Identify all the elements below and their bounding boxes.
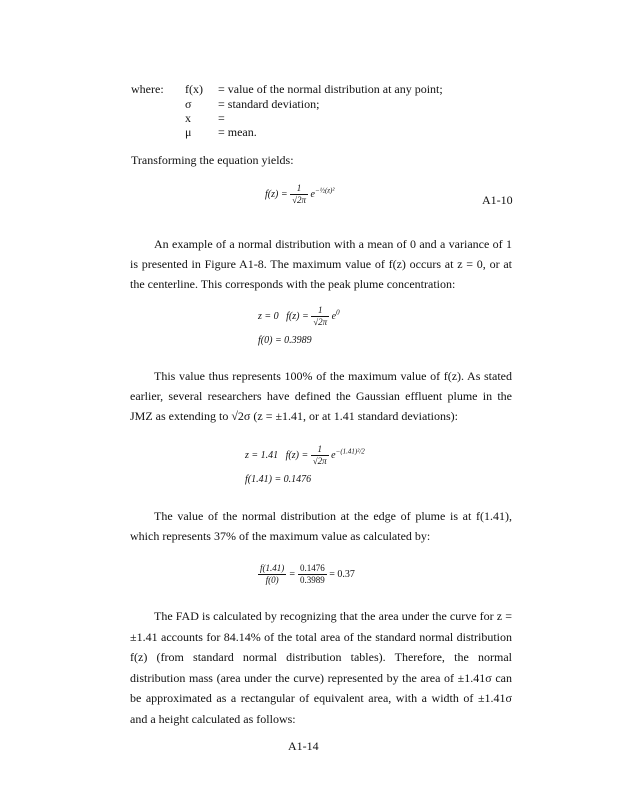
eq-base: e — [310, 188, 315, 200]
paragraph-fad — [130, 606, 512, 729]
def-description: = value of the normal distribution at any point; — [218, 82, 443, 96]
eq-exponent: 0 — [336, 308, 340, 317]
paragraph-intro: Transforming the equation yields: — [131, 153, 294, 167]
eq-condition: z = 0 — [258, 310, 279, 322]
def-symbol: x — [185, 111, 191, 125]
eq-equals: = — [288, 568, 296, 580]
eq-numerator: 1 — [290, 183, 308, 195]
eq-base: e — [331, 449, 336, 461]
eq-denominator: 0.3989 — [300, 575, 325, 585]
def-description: = — [218, 111, 225, 125]
eq-lhs: f(z) = — [265, 188, 288, 200]
eq-numerator: 1 — [311, 305, 329, 317]
paragraph-text: The FAD is calculated by recognizing that the area under the curve for z = ±1.41 accounts for 84.14% of the total area of the standard normal distribution f(z) (from standard normal distribution tables). Therefore, the normal distribution mass (area under the curve) represented by the area of ±1.41σ can be approximated as a rectangular of equivalent area, with a width of ±1.41σ and a height calculated as follows: — [130, 609, 512, 726]
equation-result: f(0) = 0.3989 — [258, 335, 312, 346]
eq-denominator: √2π — [312, 456, 327, 466]
paragraph-example — [130, 234, 512, 294]
equation-z141 — [245, 444, 365, 467]
eq-numerator: f(1.41) — [260, 563, 285, 573]
eq-fraction — [290, 183, 308, 206]
def-description: = standard deviation; — [218, 97, 320, 111]
paragraph-text: An example of a normal distribution with a mean of 0 and a variance of 1 is presented in Figure A1-8. The maximum value of f(z) occurs at z = 0, or at the centerline. This corresponds with the peak plume concentration: — [130, 237, 512, 291]
eq-fraction — [311, 305, 329, 328]
equation-label: A1-10 — [482, 193, 513, 207]
equation-z0 — [258, 305, 340, 328]
paragraph-text: This value thus represents 100% of the maximum value of f(z). As stated earlier, several researchers have defined the Gaussian effluent plume in the JMZ as extending to √2σ (z = ±1.41, or at 1.41 standard deviations): — [130, 369, 512, 423]
eq-denominator: √2π — [292, 195, 307, 205]
eq-denominator: √2π — [313, 317, 328, 327]
equation-a1-10 — [265, 183, 334, 206]
eq-denominator: f(0) — [265, 575, 279, 585]
where-label: where: — [131, 82, 164, 96]
eq-fraction — [311, 444, 329, 467]
def-symbol: σ — [185, 97, 192, 111]
eq-result: = 0.37 — [329, 568, 355, 580]
equation-ratio — [258, 563, 355, 586]
eq-lhs: f(z) = — [285, 449, 309, 461]
paragraph-edge — [130, 506, 512, 546]
paragraph-text: The value of the normal distribution at the edge of plume is at f(1.41), which represents 37% of the maximum value as calculated by: — [130, 509, 512, 543]
eq-base: e — [331, 310, 337, 322]
eq-lhs: f(z) = — [286, 310, 309, 322]
def-description: = mean. — [218, 125, 257, 139]
eq-condition: z = 1.41 — [245, 449, 279, 461]
def-symbol: μ — [185, 125, 192, 139]
eq-exponent: −(1.41)²/2 — [335, 447, 365, 456]
eq-numerator: 0.1476 — [300, 563, 325, 573]
def-symbol: f(x) — [185, 82, 203, 96]
page-number: A1-14 — [288, 739, 319, 753]
eq-exponent: −½(z)² — [314, 186, 335, 195]
eq-fraction — [298, 563, 327, 586]
eq-fraction — [258, 563, 286, 586]
eq-numerator: 1 — [311, 444, 329, 456]
equation-result: f(1.41) = 0.1476 — [245, 474, 312, 485]
paragraph-value — [130, 366, 512, 426]
